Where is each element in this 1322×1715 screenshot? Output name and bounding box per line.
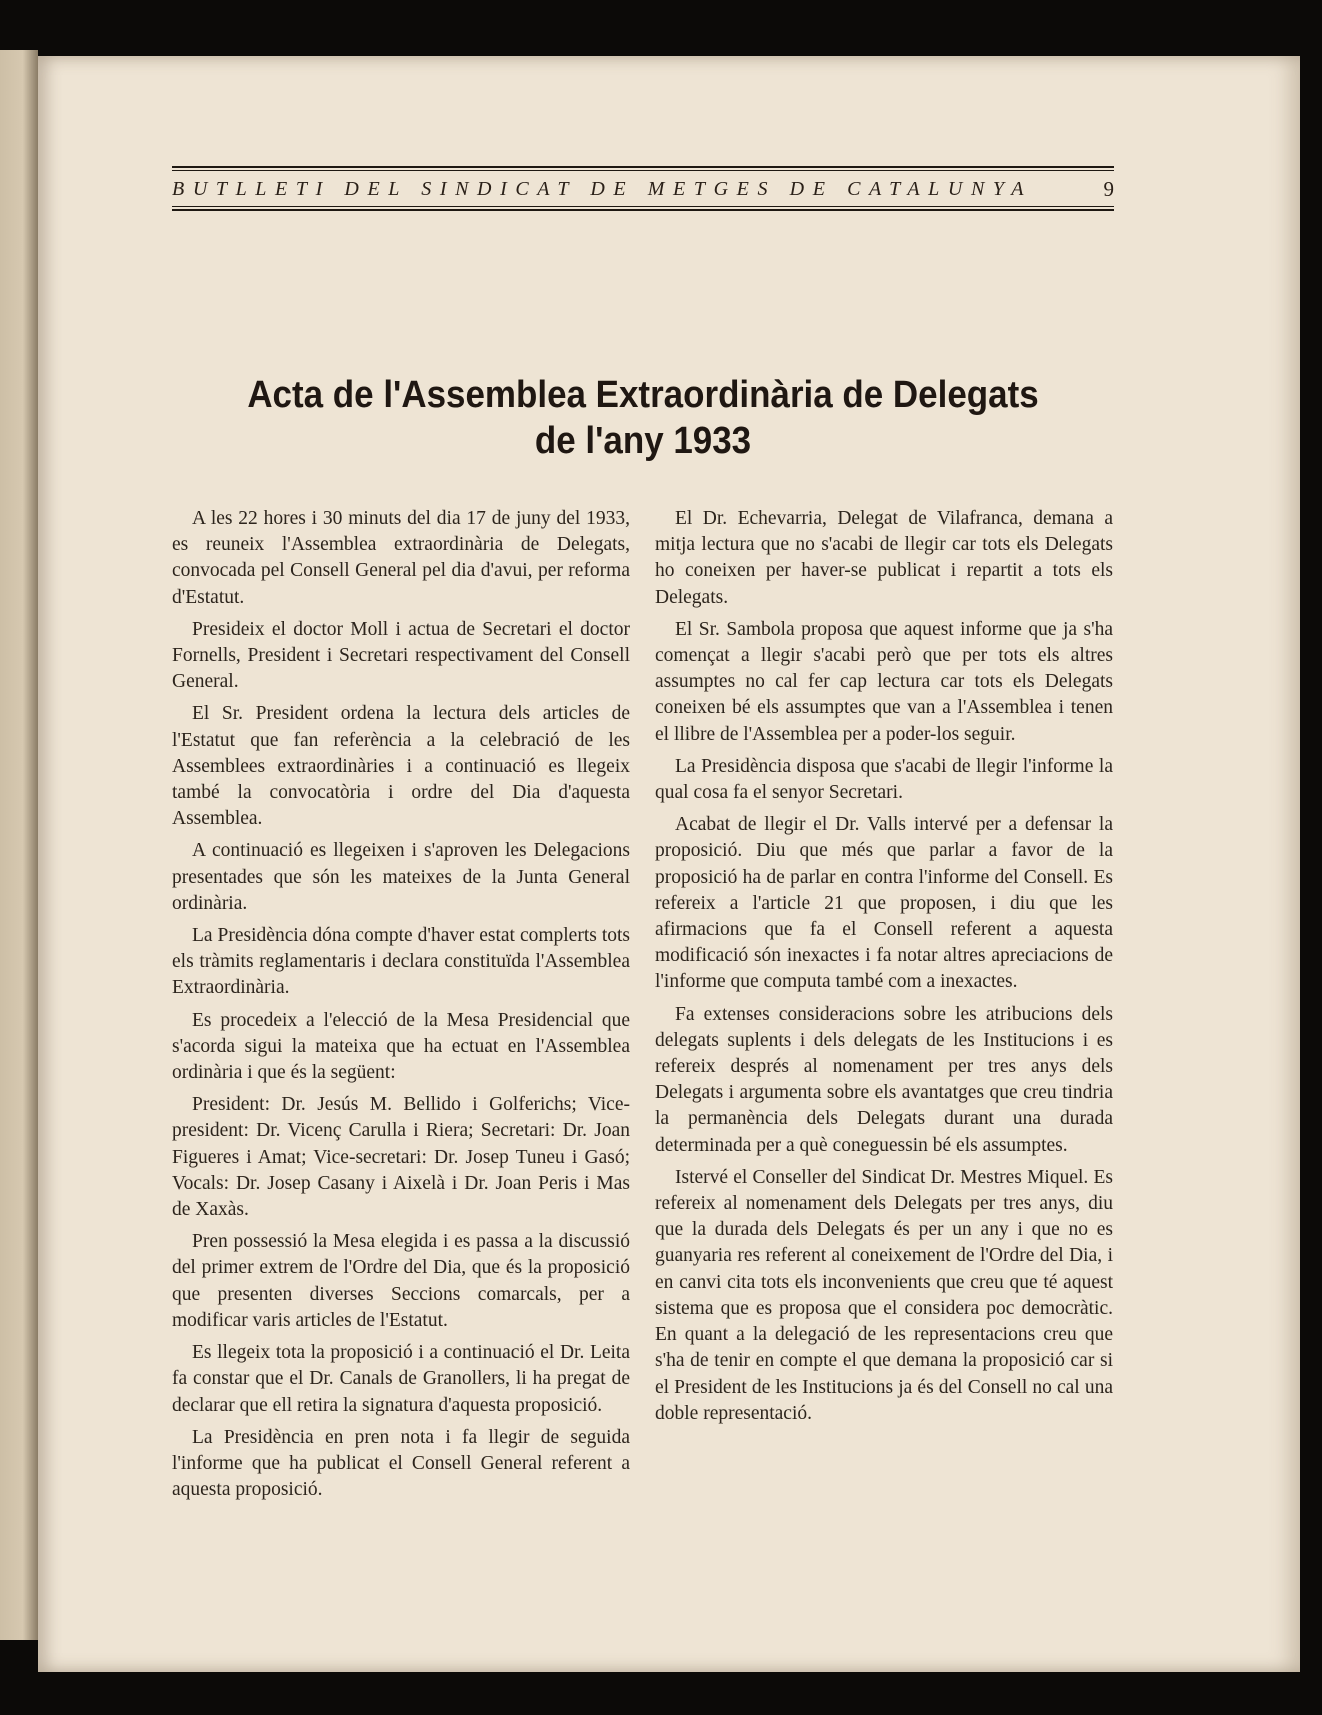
paragraph: La Presidència en pren nota i fa llegir de seguida l'informe que ha publicat el Consell General referent a aquesta proposició. <box>172 1426 630 1501</box>
left-column <box>172 506 630 1509</box>
paragraph: A continuació es llegeixen i s'aproven les Delegacions presentades que són les mateixes de la Junta General ordinària. <box>172 840 630 914</box>
paragraph: La Presidència dóna compte d'haver estat complerts tots els tràmits reglamentaris i declara constituïda l'Assemblea Extraordinària. <box>172 925 630 999</box>
running-title: BUTLLETI DEL SINDICAT DE METGES DE CATALUNYA <box>172 177 1033 200</box>
paragraph: Es llegeix tota la proposició i a continuació el Dr. Leita fa constar que el Dr. Canals de Granollers, li ha pregat de declarar que ell retira la signatura d'aquesta proposició. <box>172 1342 630 1416</box>
header-rule-top <box>172 166 1114 172</box>
paragraph: La Presidència disposa que s'acabi de llegir l'informe la qual cosa fa el senyor Secretari. <box>655 755 1113 804</box>
paragraph: Acabat de llegir el Dr. Valls intervé per a defensar la proposició. Diu que més que parlar a favor de la proposició ha de parlar en contra l'informe del Consell. Es refereix a l'article 21 que proposen, i diu que les afirmacions que fa el Consell referent a aquesta modificació són inexactes i fa notar altres apreciacions de l'informe que computa també com a inexactes. <box>655 814 1113 993</box>
paragraph: Fa extenses consideracions sobre les atribucions dels delegats suplents i dels delegats de les Institucions i es refereix després al nomenament per tres anys dels Delegats i argumenta sobre els avantatges que creu tindria la permanència dels Delegats durant una durada determinada per a què coneguessin bé els assumptes. <box>655 1003 1113 1156</box>
paragraph: A les 22 hores i 30 minuts del dia 17 de juny del 1933, es reuneix l'Assemblea extraordinària de Delegats, convocada pel Consell General pel dia d'avui, per reforma d'Estatut. <box>172 508 630 608</box>
running-header <box>172 166 1114 212</box>
paragraph: El Dr. Echevarria, Delegat de Vilafranca, demana a mitja lectura que no s'acabi de llegir car tots els Delegats ho coneixen per haver-se publicat i repartit a tots els Delegats. <box>655 508 1113 608</box>
article-title <box>210 372 1077 464</box>
article-title-line-2: de l'any 1933 <box>534 420 752 462</box>
paragraph: El Sr. Sambola proposa que aquest informe que ja s'ha començat a llegir s'acabi però que per tots els altres assumptes no cal fer cap lectura car tots els Delegats coneixen bé els assumptes que van a l'Assemblea i tenen el llibre de l'Assemblea per a poder-los seguir. <box>655 618 1113 745</box>
facing-page-edge <box>0 50 38 1640</box>
right-column <box>655 506 1113 1433</box>
paragraph: Pren possessió la Mesa elegida i es passa a la discussió del primer extrem de l'Ordre del Dia, que és la proposició que presenten diverses Seccions comarcals, per a modificar varis articles de l'Estatut. <box>172 1231 630 1331</box>
article-title-line-1: Acta de l'Assemblea Extraordinària de Delegats <box>247 374 1039 416</box>
header-rule-bottom <box>172 206 1114 212</box>
paragraph: President: Dr. Jesús M. Bellido i Golferichs; Vice-president: Dr. Vicenç Carulla i Riera; Secretari: Dr. Joan Figueres i Amat; Vice-secretari: Dr. Josep Tuneu i Gasó; Vocals: Dr. Josep Casany i Aixelà i Dr. Joan Peris i Mas de Xaxàs. <box>172 1094 630 1221</box>
page-number: 9 <box>1103 176 1114 201</box>
paragraph: Presideix el doctor Moll i actua de Secretari el doctor Fornells, President i Secretari respectivament del Consell General. <box>172 618 630 693</box>
header-row <box>172 172 1114 206</box>
paragraph: El Sr. President ordena la lectura dels articles de l'Estatut que fan referència a la celebració de les Assemblees extraordinàries i a continuació es llegeix també la convocatòria i ordre del Dia d'aquesta Assemblea. <box>172 703 630 830</box>
paragraph: Istervé el Conseller del Sindicat Dr. Mestres Miquel. Es refereix al nomenament dels Delegats per tres anys, diu que la durada dels Delegats és per un any i que no es guanyaria res referent al coneixement de l'Ordre del Dia, i en canvi cita tots els inconvenients que creu que té aquest sistema que es proposa que el considera poc democràtic. En quant a la delegació de les representacions creu que s'ha de tenir en compte el que demana la proposició car si el President de les Institucions ja és del Consell no cal una doble representació. <box>655 1166 1113 1424</box>
paragraph: Es procedeix a l'elecció de la Mesa Presidencial que s'acorda sigui la mateixa que ha ectuat en l'Assemblea ordinària i que és la següent: <box>172 1009 630 1084</box>
